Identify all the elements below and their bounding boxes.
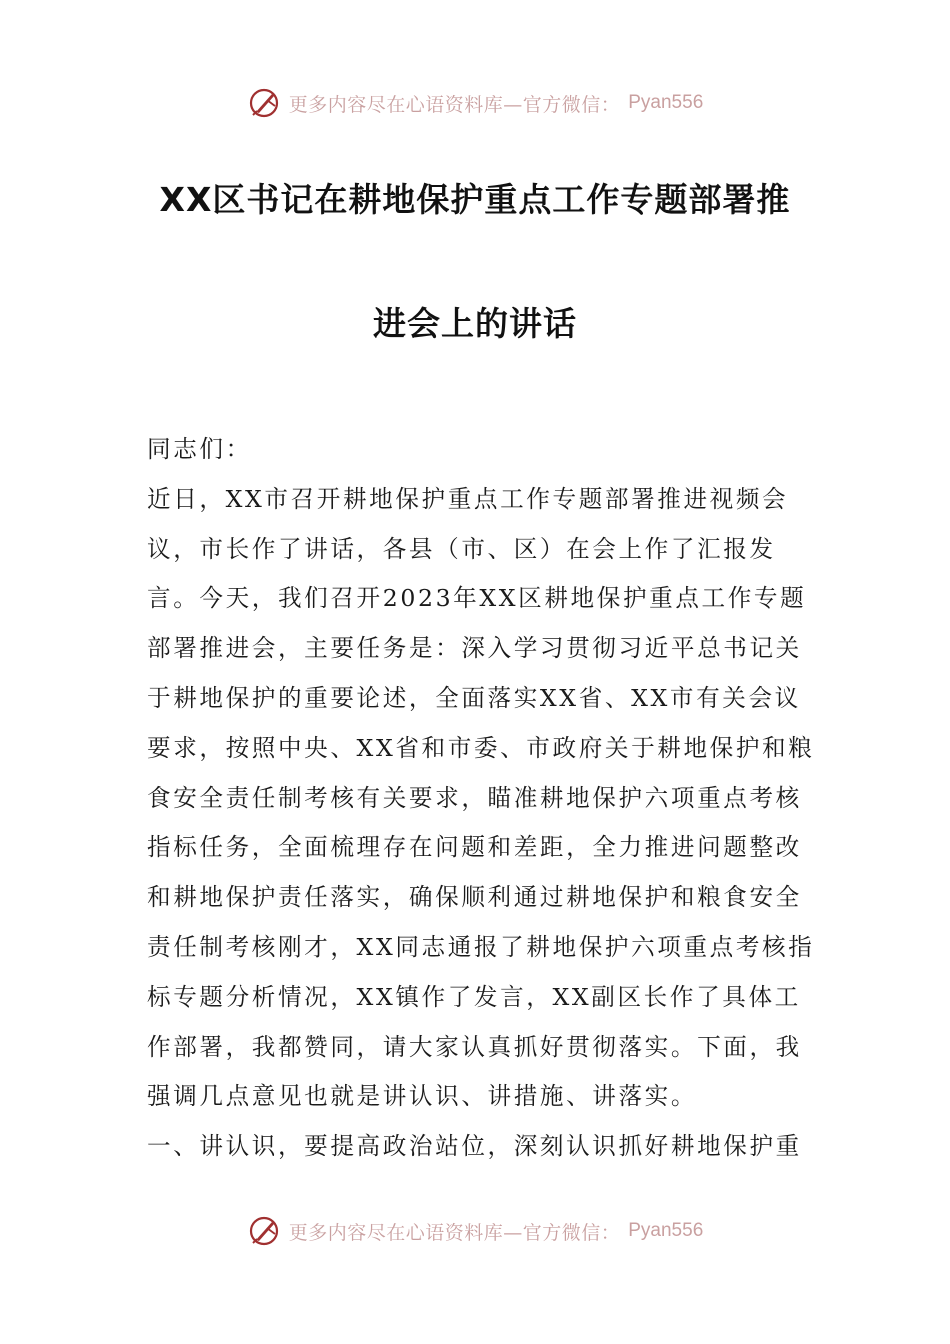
header-watermark bbox=[0, 83, 950, 123]
section-heading-1: 一、讲认识，要提高政治站位，深刻认识抓好耕地保护重 bbox=[147, 1132, 802, 1161]
body-paragraph: 近日，XX市召开耕地保护重点工作专题部署推进视频会议，市长作了讲话，各县（市、区）在会上作了汇报发言。今天，我们召开2023年XX区耕地保护重点工作专题部署推进会，主要任务是：深入学习贯彻习近平总书记关于耕地保护的重要论述，全面落实XX省、XX市有关会议要求，按照中央、XX省和市委、市政府关于耕地保护和粮食安全责任制考核有关要求，瞄准耕地保护六项重点考核指标任务，全面梳理存在问题和差距，全力推进问题整改和耕地保护责任落实，确保顺利通过耕地保护和粮食安全责任制考核刚才，XX同志通报了耕地保护六项重点考核指标专题分析情况，XX镇作了发言，XX副区长作了具体工作部署，我都赞同，请大家认真抓好贯彻落实。下面，我强调几点意见也就是讲认识、讲措施、讲落实。 bbox=[147, 484, 815, 1111]
watermark-wechat-id: Pyan556 bbox=[628, 92, 704, 113]
document-title-line-1: XX区书记在耕地保护重点工作专题部署推 bbox=[159, 180, 791, 219]
watermark-text: 更多内容尽在心语资料库—官方微信： bbox=[288, 1221, 621, 1244]
salutation: 同志们： bbox=[147, 435, 252, 463]
document-title-line-2: 进会上的讲话 bbox=[373, 304, 577, 343]
watermark-text: 更多内容尽在心语资料库—官方微信： bbox=[288, 93, 621, 116]
quill-logo-icon bbox=[247, 86, 281, 120]
footer-watermark bbox=[0, 1211, 950, 1251]
watermark-wechat-id: Pyan556 bbox=[628, 1220, 704, 1241]
quill-logo-icon bbox=[247, 1214, 281, 1248]
document-body bbox=[147, 425, 827, 1172]
